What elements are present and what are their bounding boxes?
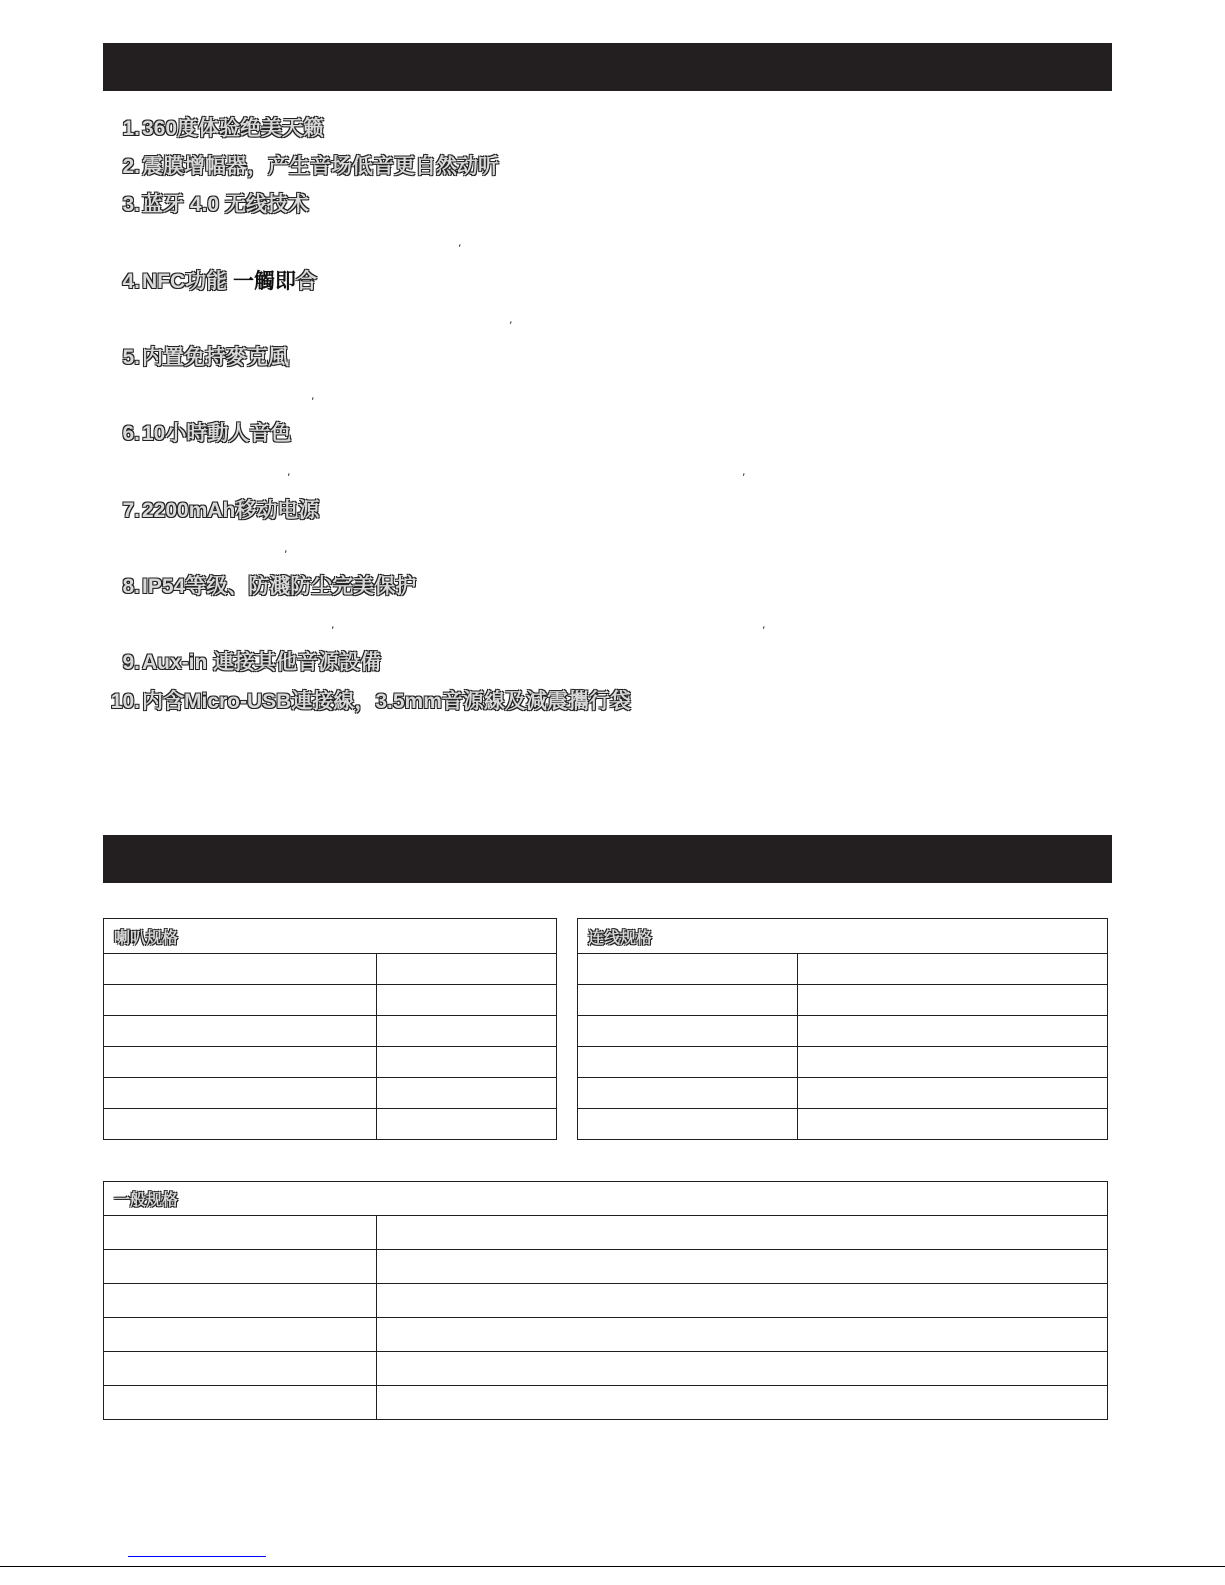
table-row <box>104 1016 557 1047</box>
tick-mark: , <box>287 465 291 478</box>
spec-value-cell <box>798 985 1108 1016</box>
spec-label-cell <box>104 1352 377 1386</box>
spec-label-cell <box>104 1386 377 1420</box>
speaker-spec-header: 喇叭规格 <box>104 919 557 954</box>
feature-item-10: 10.内含Micro-USB連接線，3.5mm音源線及減震攜行袋 <box>110 690 631 713</box>
feature-item-6: 6.10小時動人音色 <box>122 422 292 445</box>
page-bottom-rule <box>0 1566 1225 1567</box>
spec-value-cell <box>377 1109 557 1140</box>
spec-label-cell <box>104 954 377 985</box>
spec-value-cell <box>377 985 557 1016</box>
spec-value-cell <box>798 1047 1108 1078</box>
spec-label-cell <box>104 1318 377 1352</box>
table-row <box>578 985 1108 1016</box>
spec-value-cell <box>377 1352 1108 1386</box>
spec-label-cell <box>578 1016 798 1047</box>
spec-label-cell <box>104 1284 377 1318</box>
connection-spec-header: 连线规格 <box>578 919 1108 954</box>
spec-label-cell <box>578 954 798 985</box>
tick-mark: , <box>458 236 462 249</box>
spec-value-cell <box>377 1047 557 1078</box>
feature-item-9: 9.Aux-in 連接其他音源設備 <box>122 651 382 674</box>
spec-value-cell <box>798 1016 1108 1047</box>
spec-value-cell <box>377 954 557 985</box>
spec-value-cell <box>798 954 1108 985</box>
table-row <box>104 985 557 1016</box>
specifications-section-banner <box>103 835 1112 883</box>
spec-value-cell <box>377 1216 1108 1250</box>
table-row <box>104 954 557 985</box>
tick-mark: , <box>284 542 288 555</box>
spec-label-cell <box>104 1109 377 1140</box>
spec-label-cell <box>104 1216 377 1250</box>
table-row <box>104 1078 557 1109</box>
tick-mark: , <box>331 618 335 631</box>
spec-label-cell <box>104 1250 377 1284</box>
spec-label-cell <box>104 1016 377 1047</box>
table-row <box>104 1250 1108 1284</box>
table-row <box>104 1386 1108 1420</box>
speaker-spec-table <box>103 918 557 1140</box>
spec-value-cell <box>377 1016 557 1047</box>
table-row <box>578 954 1108 985</box>
spec-label-cell <box>578 1078 798 1109</box>
spec-value-cell <box>377 1078 557 1109</box>
table-row <box>104 1216 1108 1250</box>
spec-value-cell <box>377 1386 1108 1420</box>
general-spec-header: 一般规格 <box>104 1182 1108 1216</box>
feature-item-3: 3.蓝牙 4.0 无线技术 <box>122 193 309 216</box>
spec-value-cell <box>798 1078 1108 1109</box>
table-row <box>104 1047 557 1078</box>
spec-label-cell <box>578 1047 798 1078</box>
table-row <box>104 1352 1108 1386</box>
feature-list <box>0 0 1225 740</box>
general-spec-table <box>103 1181 1108 1420</box>
table-row <box>578 1078 1108 1109</box>
spec-value-cell <box>377 1250 1108 1284</box>
feature-item-4: 4.NFC功能 一觸即合 <box>122 270 317 293</box>
table-row <box>104 1109 557 1140</box>
spec-label-cell <box>578 1109 798 1140</box>
spec-label-cell <box>578 985 798 1016</box>
spec-value-cell <box>377 1284 1108 1318</box>
spec-value-cell <box>377 1318 1108 1352</box>
table-row <box>104 1318 1108 1352</box>
tick-mark: , <box>762 618 766 631</box>
feature-item-2: 2.震膜增幅器，产生音场低音更自然动听 <box>122 155 499 178</box>
spec-label-cell <box>104 1047 377 1078</box>
connection-spec-table <box>577 918 1108 1140</box>
table-row <box>578 1016 1108 1047</box>
feature-item-8: 8.IP54等级、防濺防尘完美保护 <box>122 575 417 598</box>
tick-mark: , <box>742 465 746 478</box>
feature-item-1: 1.360度体验绝美天籁 <box>122 117 325 140</box>
feature-item-7: 7.2200mAh移动电源 <box>122 499 320 522</box>
table-row <box>578 1047 1108 1078</box>
table-row <box>104 1284 1108 1318</box>
tick-mark: , <box>509 313 513 326</box>
footer-link-underline[interactable] <box>128 1556 266 1557</box>
spec-label-cell <box>104 985 377 1016</box>
spec-value-cell <box>798 1109 1108 1140</box>
spec-label-cell <box>104 1078 377 1109</box>
feature-item-5: 5.内置免持麥克風 <box>122 346 289 369</box>
feature-item-4-emphasis: 一觸即 <box>233 270 296 293</box>
tick-mark: , <box>311 389 315 402</box>
table-row <box>578 1109 1108 1140</box>
